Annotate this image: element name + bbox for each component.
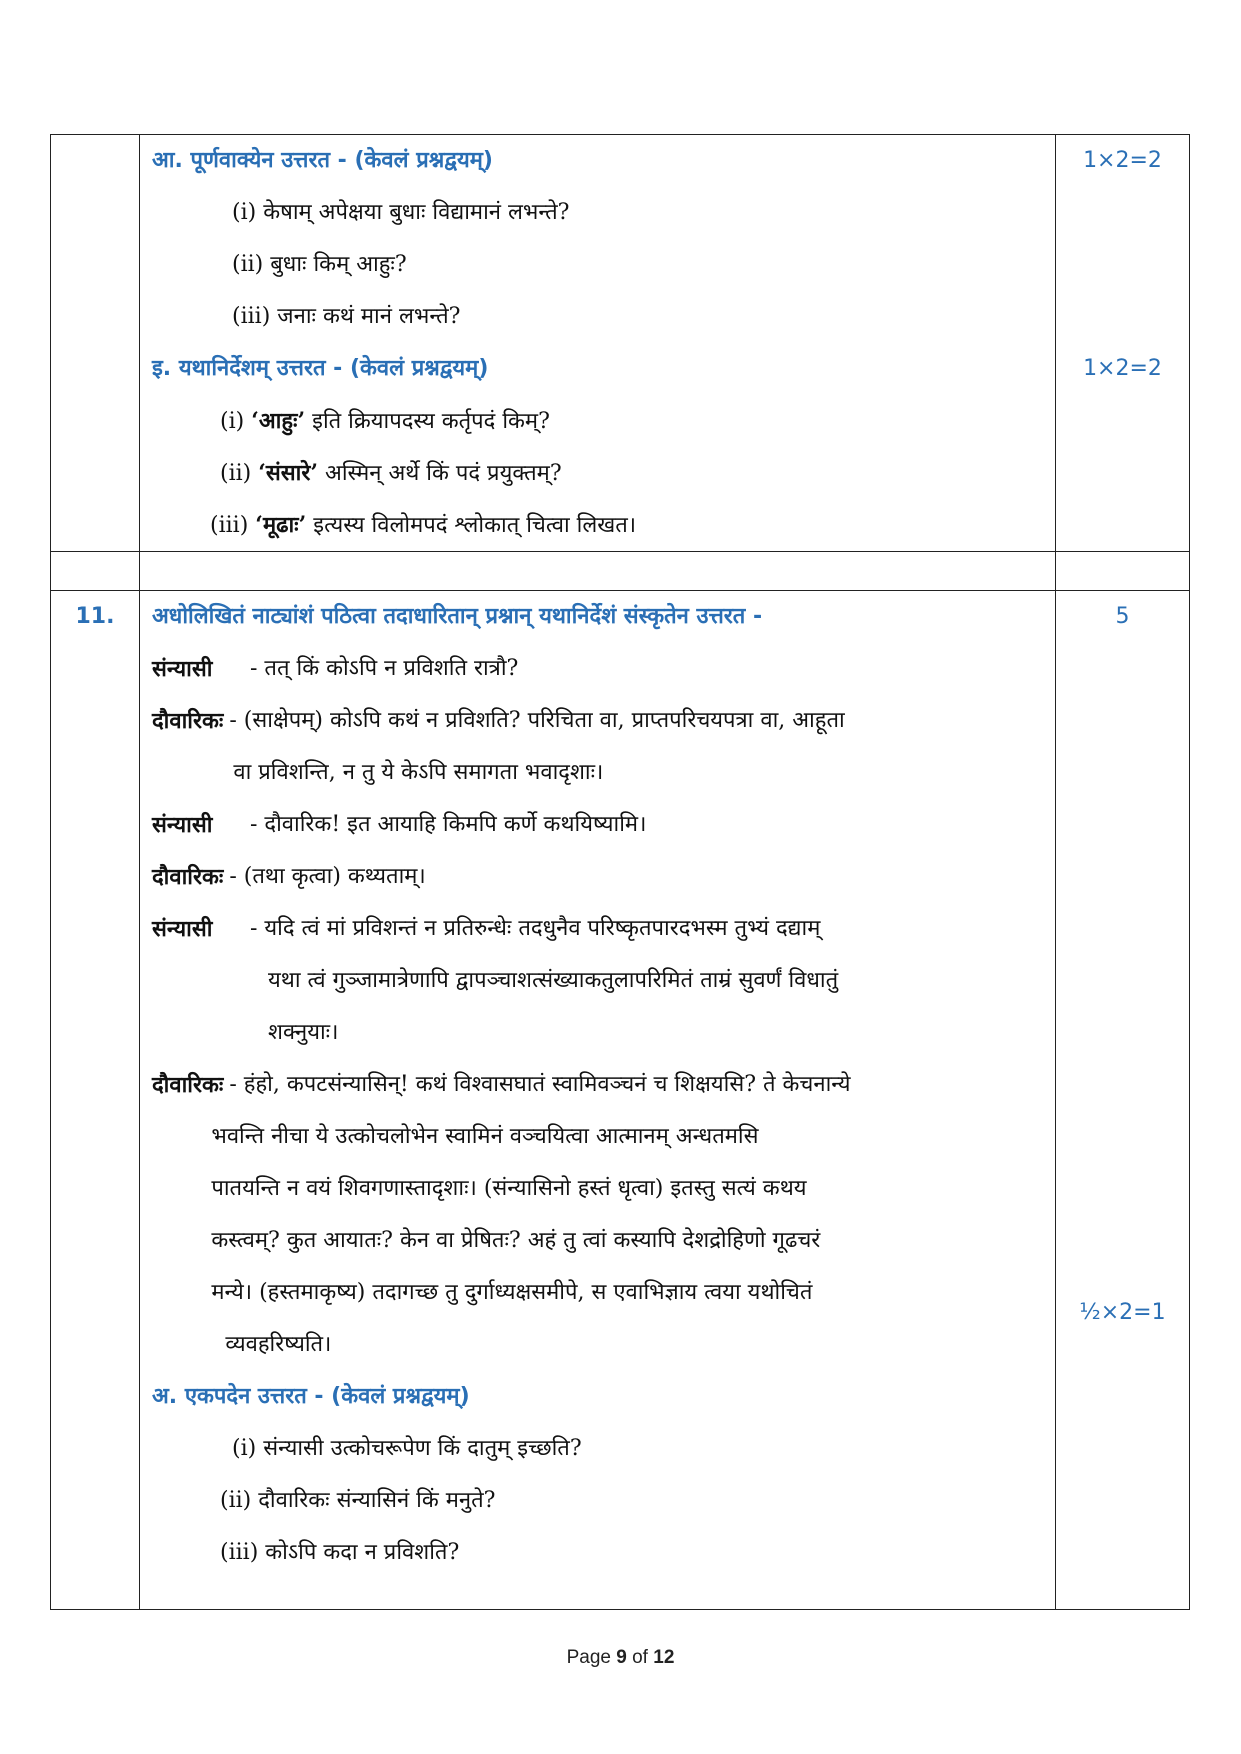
empty-cell <box>1056 552 1190 591</box>
question-content-cell <box>140 591 1056 1610</box>
speaker-name: दौवारिकः <box>152 1072 224 1098</box>
question-instruction: अधोलिखितं नाट्यांशं पठित्वा तदाधारितान् प्रश्नान् यथानिर्देशं संस्कृतेन उत्तरत - <box>152 604 763 629</box>
dialogue-line <box>140 1059 1055 1371</box>
question-number: 11. <box>75 604 115 629</box>
keyword: ‘आहुः’ <box>251 408 306 434</box>
keyword: ‘संसारे’ <box>258 460 319 486</box>
dialogue-line <box>140 903 1055 1059</box>
question-paper-page <box>50 134 1190 1610</box>
question-item: (ii) दौवारिकः संन्यासिनं किं मनुते? <box>220 1488 496 1513</box>
speaker-name: संन्यासी <box>152 812 213 838</box>
marks-value: 1×2=2 <box>1083 148 1162 173</box>
table-row-q11 <box>51 591 1190 1610</box>
marks-value: ½×2=1 <box>1079 1300 1166 1325</box>
page-label: Page <box>566 1647 611 1668</box>
dialogue-line <box>140 851 1055 903</box>
page-sep: of <box>632 1647 648 1668</box>
dialogue-line <box>140 643 1055 695</box>
question-item: (iii) कोऽपि कदा न प्रविशति? <box>220 1540 460 1565</box>
section-heading-i: इ. यथानिर्देशम् उत्तरत - (केवलं प्रश्नद्वयम्) <box>152 356 489 381</box>
question-item: (iii) जनाः कथं मानं लभन्ते? <box>232 304 461 329</box>
speaker-name: संन्यासी <box>152 656 213 682</box>
speech-text: - (साक्षेपम्) कोऽपि कथं न प्रविशति? परिचिता वा, प्राप्तपरिचयपत्रा वा, आहूता वा प्रविशन्ति, न तु ये केऽपि समागता भवादृशाः। <box>229 708 845 785</box>
question-item: (i) ‘आहुः’ इति क्रियापदस्य कर्तृपदं किम्? <box>220 408 550 434</box>
table-row-spacer <box>51 552 1190 591</box>
question-content-cell <box>140 135 1056 552</box>
marks-value: 1×2=2 <box>1083 356 1162 381</box>
question-item: (ii) बुधाः किम् आहुः? <box>232 252 407 277</box>
dialogue-line <box>140 695 1055 799</box>
speaker-name: संन्यासी <box>152 916 213 942</box>
speech-text: - तत् किं कोऽपि न प्रविशति रात्रौ? <box>250 656 519 681</box>
empty-cell <box>51 552 140 591</box>
marks-cell <box>1056 591 1190 1610</box>
speech-text: - (तथा कृत्वा) कथ्यताम्। <box>229 864 426 889</box>
speech-text: - यदि त्वं मां प्रविशन्तं न प्रतिरुन्धेः तदधुनैव परिष्कृतपारदभस्म तुभ्यं दद्याम् यथा त्वं गुञ्जामात्रेणापि द्वापञ्चाशत्संख्याकतुलापरिमितं ताम्रं सुवर्णं विधातुं शक्नुयाः। <box>250 916 839 1045</box>
table-row-q10-continued <box>51 135 1190 552</box>
question-table <box>50 134 1190 1610</box>
dialogue-line <box>140 799 1055 851</box>
page-total: 12 <box>653 1647 675 1668</box>
question-number-cell <box>51 135 140 552</box>
question-item: (i) केषाम् अपेक्षया बुधाः विद्यामानं लभन्ते? <box>232 200 570 225</box>
speaker-name: दौवारिकः <box>152 708 224 734</box>
marks-value: 5 <box>1115 604 1130 629</box>
keyword: ‘मूढाः’ <box>255 512 307 538</box>
marks-cell <box>1056 135 1190 552</box>
question-number-cell <box>51 591 140 1610</box>
section-heading-aa: आ. पूर्णवाक्येन उत्तरत - (केवलं प्रश्नद्वयम्) <box>152 148 493 173</box>
question-item: (iii) ‘मूढाः’ इत्यस्य विलोमपदं श्लोकात् चित्वा लिखत। <box>210 512 637 538</box>
page-footer <box>0 1647 1241 1669</box>
section-heading-a: अ. एकपदेन उत्तरत - (केवलं प्रश्नद्वयम्) <box>152 1384 470 1409</box>
speaker-name: दौवारिकः <box>152 864 224 890</box>
speech-text: - हंहो, कपटसंन्यासिन्! कथं विश्वासघातं स्वामिवञ्चनं च शिक्षयसि? ते केचनान्ये भवन्ति नीचा ये उत्कोचलोभेन स्वामिनं वञ्चयित्वा आत्मानम् अन्धतमसि पातयन्ति न वयं शिवगणास्तादृशाः। (संन्यासिनो हस्तं धृत्वा) इतस्तु सत्यं कथय कस्त्वम्? कुत आयातः? केन वा प्रेषितः? अहं तु त्वां कस्यापि देशद्रोहिणो गूढचरं मन्ये। (हस्तमाकृष्य) तदागच्छ तु दुर्गाध्यक्षसमीपे, स एवाभिज्ञाय त्वया यथोचितं व्यवहरिष्यति। <box>211 1072 851 1357</box>
page-current: 9 <box>616 1647 627 1668</box>
question-item: (i) संन्यासी उत्कोचरूपेण किं दातुम् इच्छति? <box>232 1436 582 1461</box>
empty-cell <box>140 552 1056 591</box>
question-item: (ii) ‘संसारे’ अस्मिन् अर्थे किं पदं प्रयुक्तम्? <box>220 460 562 486</box>
speech-text: - दौवारिक! इत आयाहि किमपि कर्णे कथयिष्यामि। <box>250 812 647 837</box>
